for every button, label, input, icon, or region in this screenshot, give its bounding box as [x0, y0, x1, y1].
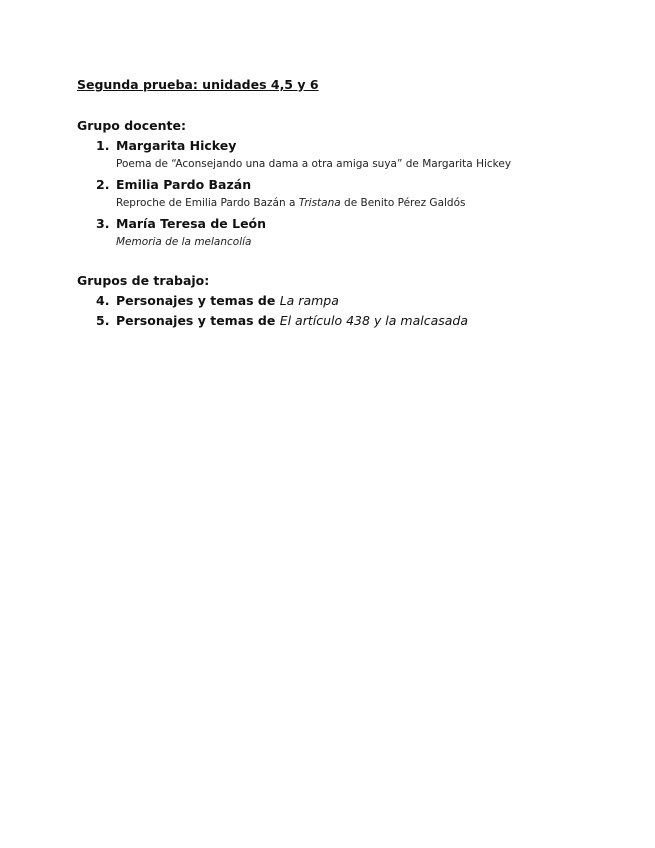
document-title: Segunda prueba: unidades 4,5 y 6 [77, 77, 319, 92]
list-item-name-3: María Teresa de León [116, 216, 267, 231]
item-5-prefix: Personajes y temas de [116, 313, 280, 328]
list-number-2: 2. [96, 177, 110, 192]
list-item-description-2 [116, 197, 465, 209]
list-item-name-2: Emilia Pardo Bazán [116, 177, 252, 192]
description-2-prefix: Reproche de Emilia Pardo Bazán a [116, 197, 299, 209]
description-2-book-title: Tristana [298, 197, 341, 209]
list-item-4 [116, 293, 339, 308]
list-item-description-3: Memoria de la melancolía [116, 236, 252, 248]
section-heading-grupo-docente: Grupo docente: [77, 118, 186, 133]
list-number-3: 3. [96, 216, 110, 231]
list-number-1: 1. [96, 138, 110, 153]
item-4-work-title: La rampa [279, 293, 339, 308]
section-heading-grupos-trabajo: Grupos de trabajo: [77, 273, 210, 288]
item-4-prefix: Personajes y temas de [116, 293, 280, 308]
list-number-5: 5. [96, 313, 110, 328]
list-number-4: 4. [96, 293, 110, 308]
description-2-suffix: de Benito Pérez Galdós [340, 197, 466, 209]
list-item-5 [116, 313, 468, 328]
item-5-work-title: El artículo 438 y la malcasada [279, 313, 469, 328]
list-item-description-1: Poema de “Aconsejando una dama a otra amiga suya” de Margarita Hickey [116, 158, 512, 170]
list-item-name-1: Margarita Hickey [116, 138, 237, 153]
